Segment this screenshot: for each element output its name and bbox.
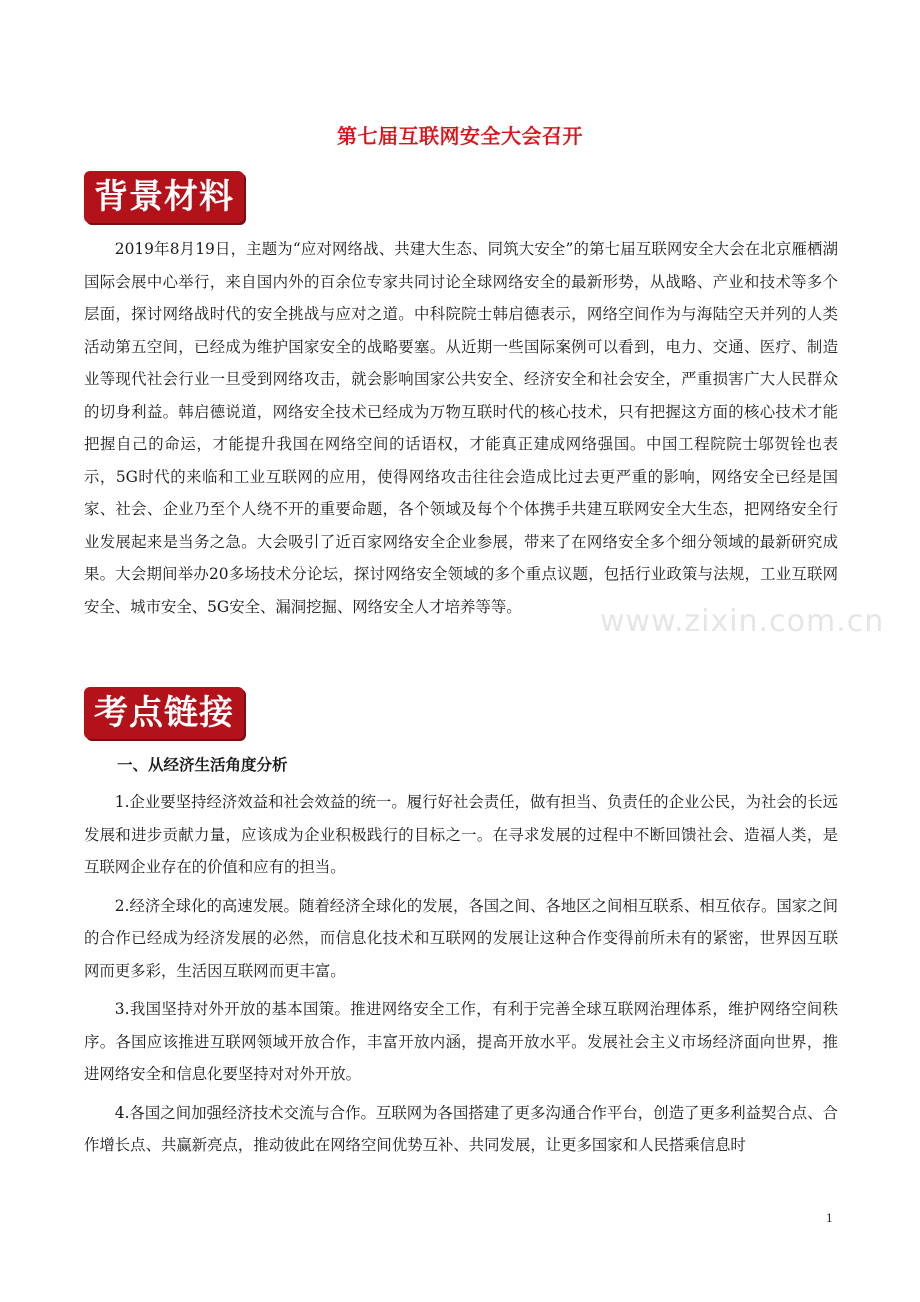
section-heading: 一、从经济生活角度分析 bbox=[117, 756, 288, 774]
point-paragraph: 2.经济全球化的高速发展。随着经济全球化的发展，各国之间、各地区之间相互联系、相互依存。国家之间的合作已经成为经济发展的必然，而信息化技术和互联网的发展让这种合作变得前所未有的紧密，世界因互联网而更多彩，生活因互联网而更丰富。 bbox=[84, 896, 838, 980]
point-paragraph: 4.各国之间加强经济技术交流与合作。互联网为各国搭建了更多沟通合作平台，创造了更多利益契合点、合作增长点、共赢新亮点，推动彼此在网络空间优势互补、共同发展，让更多国家和人民搭乘信息时 bbox=[84, 1103, 838, 1154]
point-paragraph: 1.企业要坚持经济效益和社会效益的统一。履行好社会责任，做有担当、负责任的企业公民，为社会的长远发展和进步贡献力量，应该成为企业积极践行的目标之一。在寻求发展的过程中不断回馈社会、造福人类，是互联网企业存在的价值和应有的担当。 bbox=[84, 793, 838, 876]
page-number: 1 bbox=[826, 1210, 833, 1225]
exam-points-tag: 考点链接 bbox=[84, 687, 244, 739]
page-title: 第七届互联网安全大会召开 bbox=[337, 124, 583, 148]
point-paragraph: 3.我国坚持对外开放的基本国策。推进网络安全工作，有利于完善全球互联网治理体系，维护网络空间秩序。各国应该推进互联网领域开放合作，丰富开放内涵，提高开放水平。发展社会主义市场经济面向世界，推进网络安全和信息化要坚持对对外开放。 bbox=[84, 1000, 838, 1083]
watermark: www.zixin.com.cn bbox=[600, 604, 885, 639]
background-paragraph: 2019年8月19日，主题为“应对网络战、共建大生态、同筑大安全”的第七届互联网安全大会在北京雁栖湖国际会展中心举行，来自国内外的百余位专家共同讨论全球网络安全的最新形势，从战略、产业和技术等多个层面，探讨网络战时代的安全挑战与应对之道。中科院院士韩启德表示，网络空间作为与海陆空天并列的人类活动第五空间，已经成为维护国家安全的战略要塞。从近期一些国际案例可以看到，电力、交通、医疗、制造业等现代社会行业一旦受到网络攻击，就会影响国家公共安全、经济安全和社会安全，严重损害广大人民群众的切身利益。韩启德说道，网络安全技术已经成为万物互联时代的核心技术，只有把握这方面的核心技术才能把握自己的命运，才能提升我国在网络空间的话语权，才能真正建成网络强国。中国工程院院士邬贺铨也表示，5G时代的来临和工业互联网的应用，使得网络攻击往往会造成比过去更严重的影响，网络安全已经是国家、社会、企业乃至个人绕不开的重要命题，各个领域及每个个体携手共建互联网安全大生态，把网络安全行业发展起来是当务之急。大会吸引了近百家网络安全企业参展，带来了在网络安全多个细分领域的最新研究成果。大会期间举办20多场技术分论坛，探讨网络安全领域的多个重点议题，包括行业政策与法规，工业互联网安全、城市安全、5G安全、漏洞挖掘、网络安全人才培养等等。 bbox=[84, 240, 838, 616]
background-material-tag: 背景材料 bbox=[84, 171, 244, 223]
analysis-points bbox=[84, 786, 838, 1168]
